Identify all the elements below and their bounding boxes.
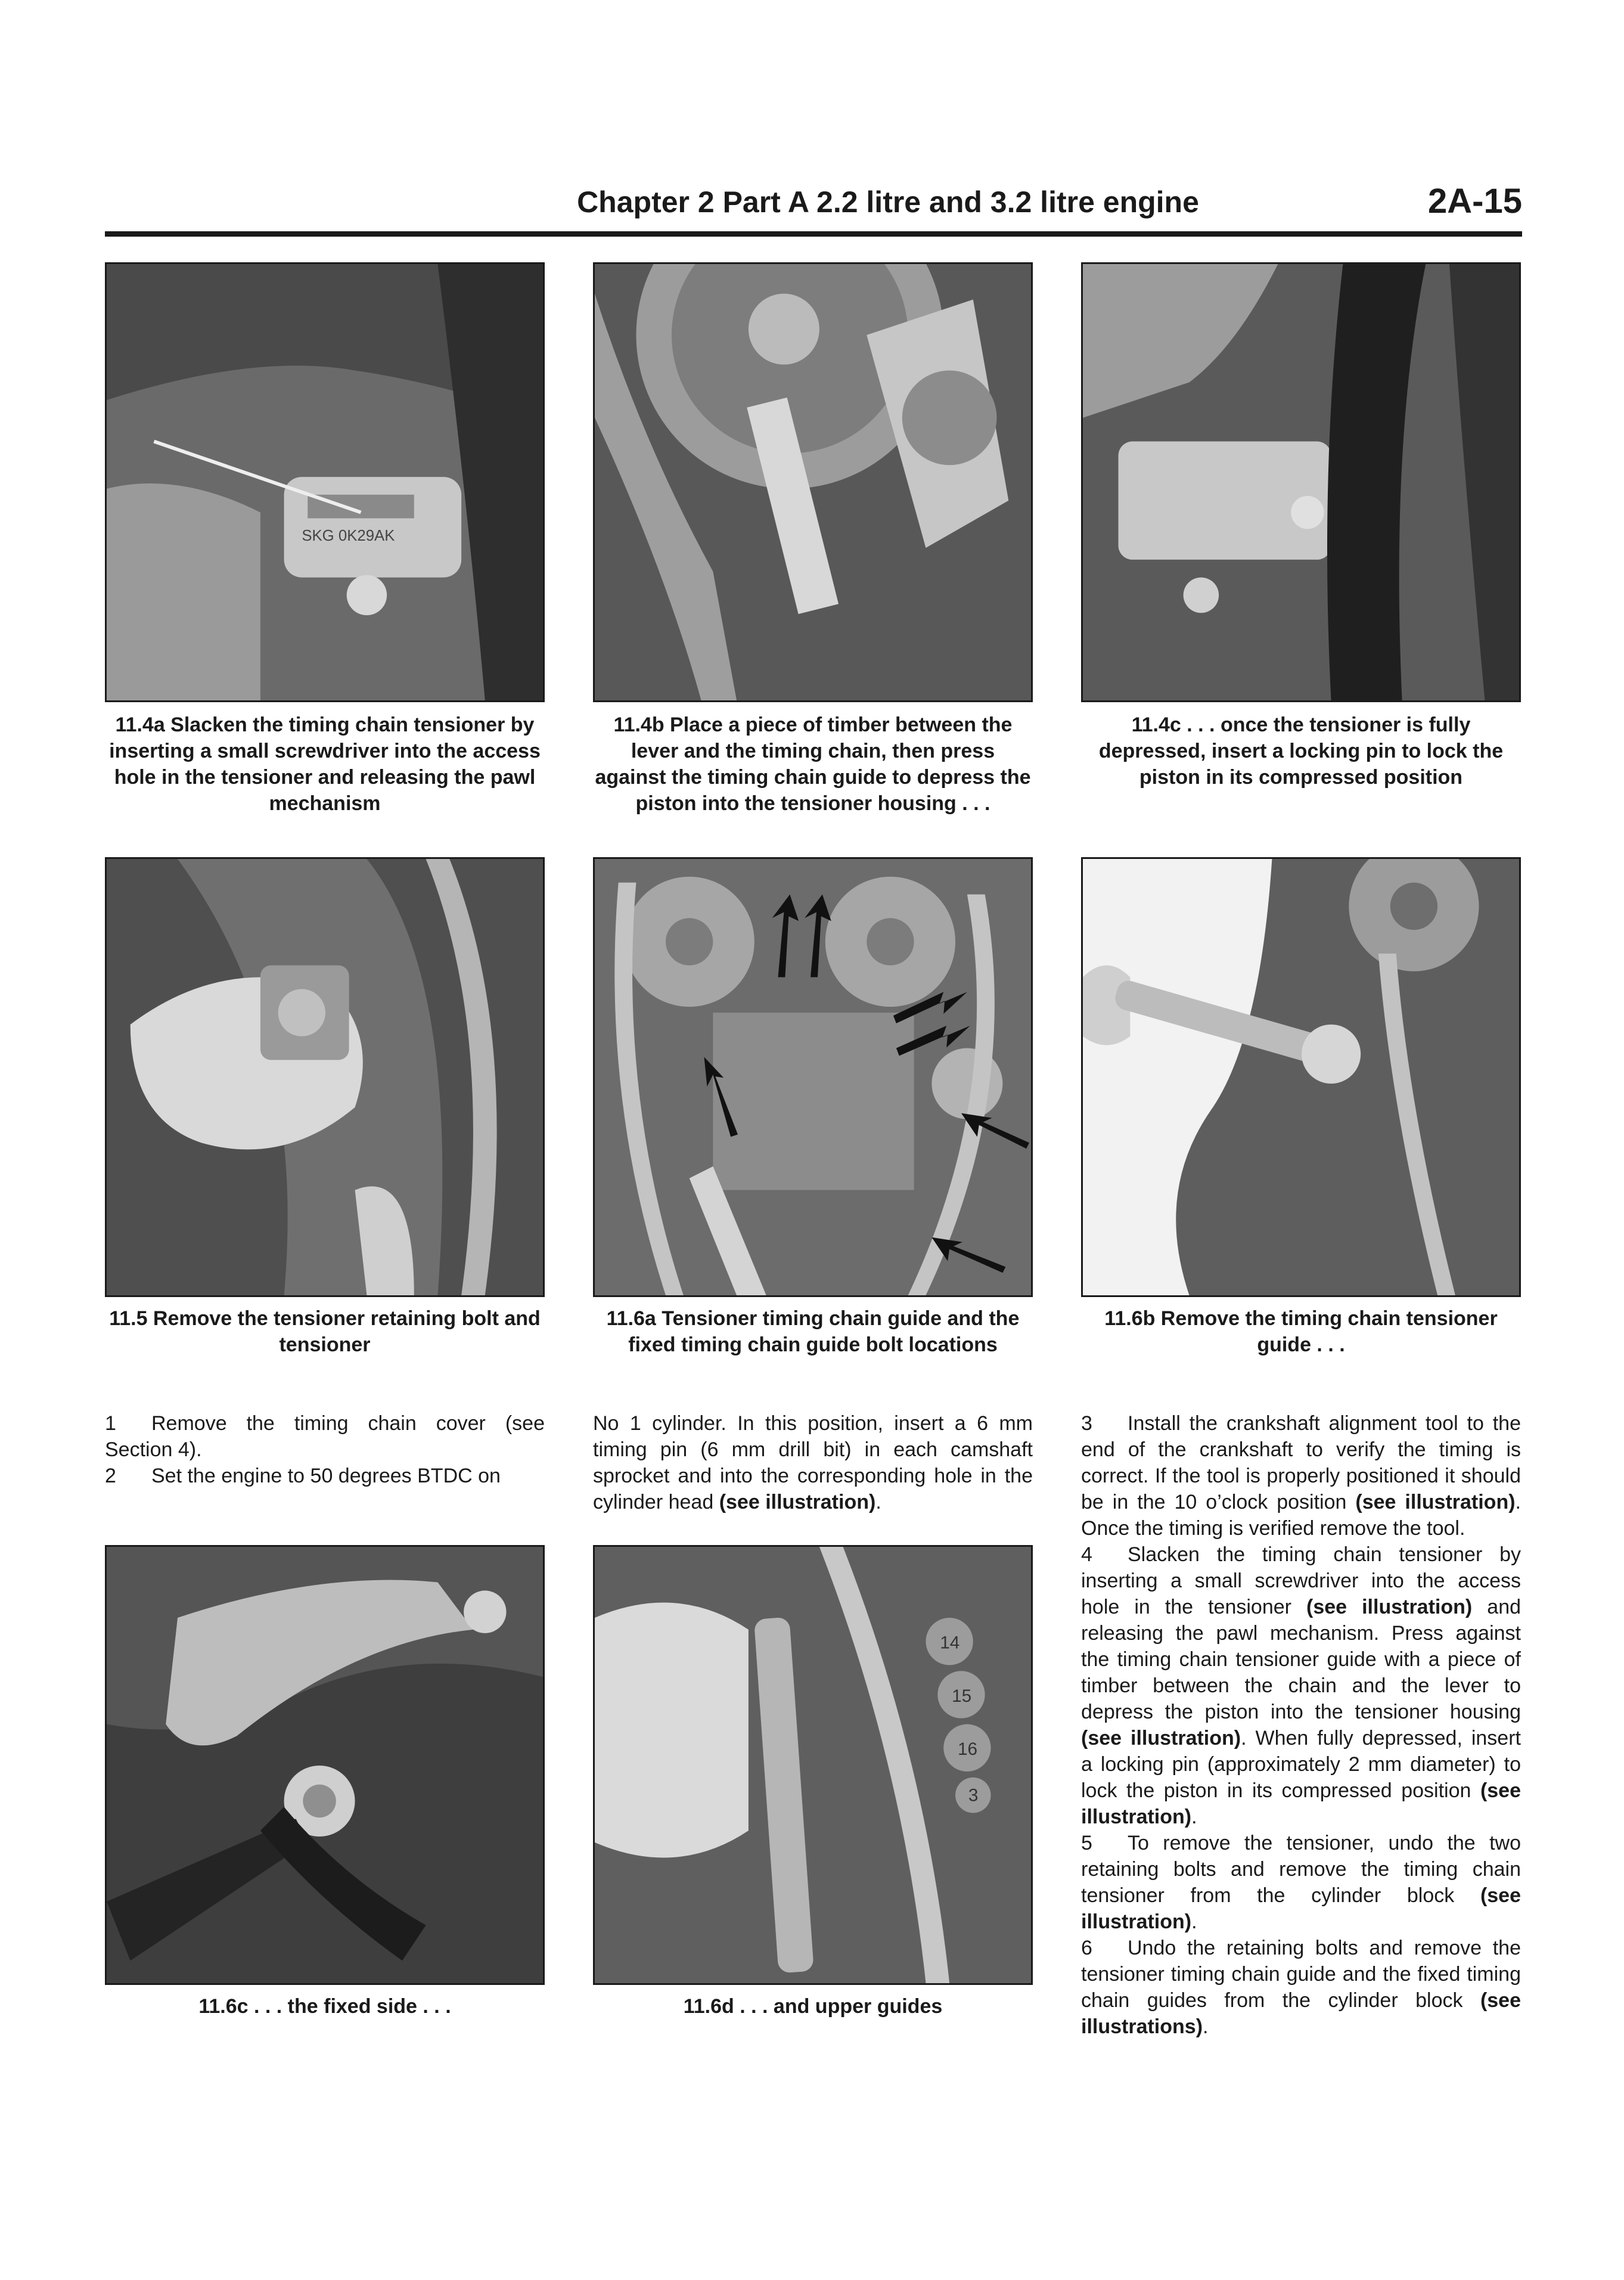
sprocket-number-16: 16 <box>958 1739 978 1760</box>
step-1-number: 1 <box>105 1412 116 1435</box>
caption-11-6c: 11.6c . . . the fixed side . . . <box>198 1995 451 2018</box>
step-4 <box>1081 1541 1521 1830</box>
photo-11-6d <box>593 1545 1033 1985</box>
step-5-period: . <box>1191 1910 1197 1933</box>
chapter-title: Chapter 2 Part A 2.2 litre and 3.2 litre engine <box>577 185 1199 219</box>
step-4-illustration-ref-2: (see illustration) <box>1081 1727 1241 1749</box>
text-column-1 <box>105 1410 545 1489</box>
step-3-illustration-ref: (see illustration) <box>1355 1491 1516 1513</box>
step-4-text-b: and releasing the pawl mechanism. Press against the timing chain tensioner guide with a piece of timber between the chain and the lever to depress the piston into the tensioner housing <box>1081 1596 1521 1723</box>
caption-11-4a: 11.4a Slacken the timing chain tensioner by inserting a small screwdriver into the access hole in the tensioner and releasing the pawl mechanism <box>109 714 541 815</box>
step-5-text: To remove the tensioner, undo the two retaining bolts and remove the timing chain tensioner from the cylinder block <box>1081 1832 1521 1907</box>
photo-11-6a <box>593 857 1033 1297</box>
step-3-text-b: . Once the timing is verified remove the tool. <box>1081 1491 1521 1540</box>
caption-11-4b: 11.4b Place a piece of timber between the lever and the timing chain, then press against the timing chain guide to depress the piston into the tensioner housing . . . <box>595 714 1031 815</box>
step-6-illustration-ref: (see illustrations) <box>1081 1989 1521 2038</box>
step-3-text-a: Install the crankshaft alignment tool to the end of the crankshaft to verify the timing is correct. If the tool is properly positioned it should be in the 10 o’clock position <box>1081 1412 1521 1513</box>
step-4-illustration-ref-3: (see illustration) <box>1081 1779 1521 1828</box>
step-6-period: . <box>1203 2015 1209 2038</box>
photo-11-4b <box>593 262 1033 702</box>
caption-11-6a: 11.6a Tensioner timing chain guide and the fixed timing chain guide bolt locations <box>606 1307 1020 1356</box>
tensioner-stamp-text: SKG 0K29AK <box>302 528 395 545</box>
step-2 <box>105 1463 545 1489</box>
step-5-illustration-ref: (see illustration) <box>1081 1884 1521 1933</box>
step-6 <box>1081 1935 1521 2040</box>
caption-11-4c: 11.4c . . . once the tensioner is fully depressed, insert a locking pin to lock the piston in its compressed position <box>1098 714 1504 789</box>
sprocket-number-14: 14 <box>940 1633 960 1653</box>
step-2-continued <box>593 1410 1033 1515</box>
caption-11-6d: 11.6d . . . and upper guides <box>683 1995 943 2018</box>
tensioner-stamp <box>107 264 543 700</box>
caption-11-5: 11.5 Remove the tensioner retaining bolt and tensioner <box>109 1307 541 1356</box>
step-1-text: Remove the timing chain cover (see Section 4). <box>105 1412 545 1461</box>
photo-11-4a <box>105 262 545 702</box>
step-1 <box>105 1410 545 1463</box>
step-2-number: 2 <box>105 1465 116 1487</box>
caption-11-6b: 11.6b Remove the timing chain tensioner guide . . . <box>1104 1307 1498 1356</box>
step-2-text: Set the engine to 50 degrees BTDC on <box>151 1465 501 1487</box>
photo-11-6c <box>105 1545 545 1985</box>
page-number: 2A-15 <box>1428 182 1522 221</box>
step-2-continued-text: No 1 cylinder. In this position, insert a 6 mm timing pin (6 mm drill bit) in each camshaft sprocket and into the corresponding hole in the cylinder head <box>593 1412 1033 1513</box>
step-3-number: 3 <box>1081 1412 1092 1435</box>
step-4-period: . <box>1191 1806 1197 1828</box>
photo-11-5 <box>105 857 545 1297</box>
photo-11-4c <box>1081 262 1521 702</box>
sprocket-number-15: 15 <box>952 1686 972 1706</box>
step-2-illustration-ref: (see illustration) <box>719 1491 876 1513</box>
step-4-text-c: . When fully depressed, insert a locking pin (approximately 2 mm diameter) to lock the piston in its compressed position <box>1081 1727 1521 1802</box>
step-6-number: 6 <box>1081 1937 1092 1959</box>
text-column-3 <box>1081 1410 1521 2040</box>
text-column-2 <box>593 1410 1033 1515</box>
step-5 <box>1081 1830 1521 1935</box>
step-6-text: Undo the retaining bolts and remove the tensioner timing chain guide and the fixed timing chain guides from the cylinder block <box>1081 1937 1521 2012</box>
step-3 <box>1081 1410 1521 1541</box>
sprocket-number-labels <box>595 1547 1031 1983</box>
photo-11-6b <box>1081 857 1521 1297</box>
step-4-number: 4 <box>1081 1543 1092 1566</box>
step-4-text-a: Slacken the timing chain tensioner by inserting a small screwdriver into the access hole in the tensioner <box>1081 1543 1521 1618</box>
step-2-period: . <box>875 1491 881 1513</box>
header-rule <box>105 231 1522 237</box>
sprocket-number-3: 3 <box>968 1785 979 1806</box>
step-4-illustration-ref-1: (see illustration) <box>1306 1596 1473 1618</box>
step-5-number: 5 <box>1081 1832 1092 1854</box>
